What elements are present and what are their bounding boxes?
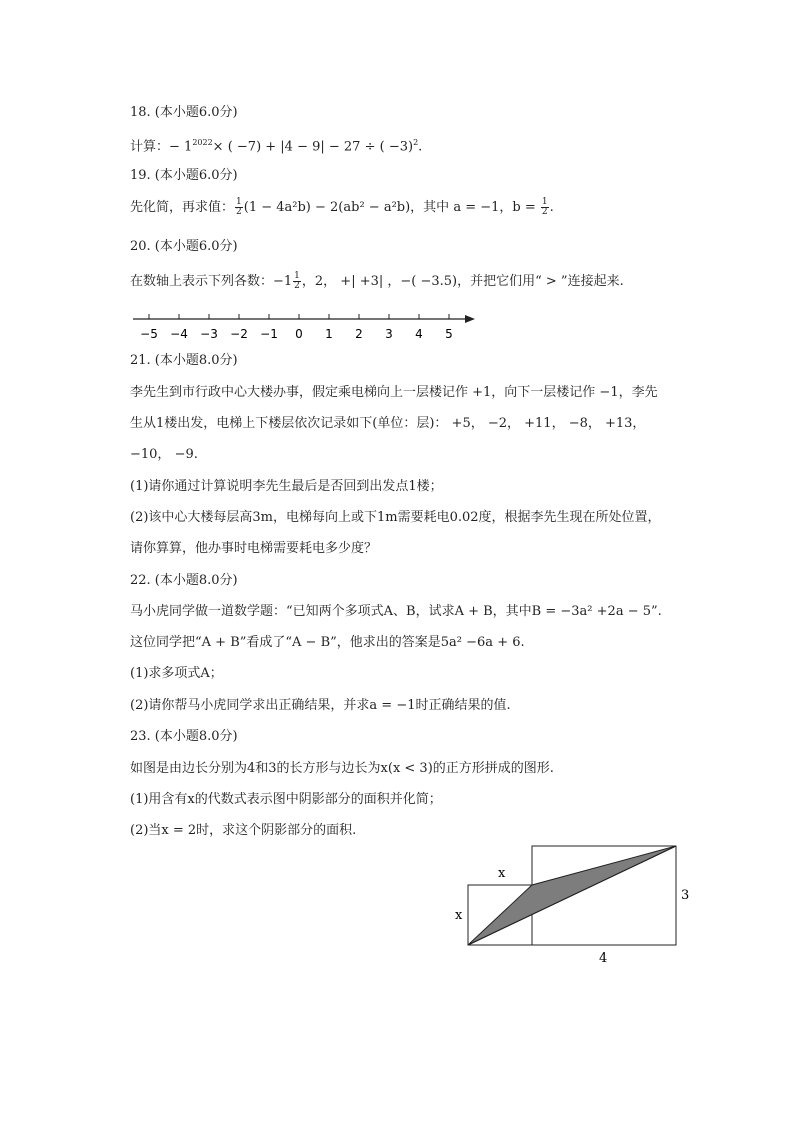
q23-part1: (1)用含有x的代数式表示图中阴影部分的面积并化简； — [130, 792, 442, 807]
number-line-label: 1 — [325, 327, 333, 341]
label-right-3: 3 — [681, 888, 690, 903]
q20-text-a: 在数轴上表示下列各数：−1 — [130, 274, 293, 289]
q18-heading: 18. (本小题6.0分) — [130, 105, 238, 120]
number-line — [125, 308, 485, 344]
q19-end: . — [549, 200, 554, 215]
q19-frac-denominator: 2 — [236, 207, 242, 217]
q21-line3: −10， −9. — [130, 447, 198, 462]
number-line-label: 4 — [415, 327, 423, 341]
number-line-label: −4 — [170, 327, 188, 341]
number-line-label: 0 — [295, 327, 303, 341]
q18-exponent-2: 2 — [413, 138, 419, 147]
number-line-label: 5 — [445, 327, 453, 341]
number-line-label: −3 — [200, 327, 218, 341]
number-line-label: −1 — [260, 327, 278, 341]
q19-expression: (1 − 4a²b) − 2(ab² − a²b)，其中 — [243, 200, 450, 215]
q18-exponent-1: 2022 — [192, 138, 213, 147]
q20-frac-denominator: 2 — [294, 281, 300, 291]
q20-heading: 20. (本小题6.0分) — [130, 239, 238, 254]
q22-line1: 马小虎同学做一道数学题：“已知两个多项式A、B，试求A + B，其中B = −3a² +2a − 5”. — [130, 604, 662, 619]
diagonal-line — [468, 846, 676, 945]
number-line-label: 3 — [385, 327, 393, 341]
q22-part1: (1)求多项式A； — [130, 666, 223, 681]
q21-line2: 生从1楼出发，电梯上下楼层依次记录如下(单位：层)： +5， −2， +11， −8， +13， — [130, 416, 646, 431]
number-line-label: −5 — [140, 327, 158, 341]
q19-frac2-denominator: 2 — [541, 207, 548, 217]
q19-frac-numerator: 1 — [236, 197, 242, 207]
q20-text-b: ，2， +| +3| ，−( −3.5)，并把它们用“ > ”连接起来. — [301, 274, 624, 289]
q19-fraction — [235, 198, 243, 217]
q21-part1: (1)请你通过计算说明李先生最后是否回到出发点1楼； — [130, 479, 443, 494]
number-line-arrow-icon — [465, 315, 475, 323]
q21-part2b: 请你算算，他办事时电梯需要耗电多少度？ — [130, 541, 378, 556]
q20-fraction — [293, 272, 301, 291]
q21-heading: 21. (本小题8.0分) — [130, 353, 238, 368]
q19-frac2-numerator: 1 — [541, 197, 548, 207]
number-line-labels — [140, 327, 453, 341]
q22-heading: 22. (本小题8.0分) — [130, 573, 238, 588]
q18-end: . — [418, 139, 423, 155]
q18-expr-b: × ( −7) + |4 − 9| − 27 ÷ ( −3) — [212, 139, 414, 155]
q23-figure — [450, 838, 700, 973]
label-bottom-4: 4 — [599, 951, 608, 966]
q18-problem — [130, 134, 422, 156]
q23-line1: 如图是由边长分别为4和3的长方形与边长为x(x < 3)的正方形拼成的图形. — [130, 761, 554, 776]
q23-part2: (2)当x = 2时，求这个阴影部分的面积. — [130, 823, 357, 838]
q21-line1: 李先生到市行政中心大楼办事，假定乘电梯向上一层楼记作 +1，向下一层楼记作 −1，李先 — [130, 385, 658, 400]
q20-frac-numerator: 1 — [294, 271, 300, 281]
q18-prefix: 计算： — [130, 139, 170, 155]
number-line-label: 2 — [355, 327, 363, 341]
q19-problem — [130, 198, 554, 217]
q21-part2a: (2)该中心大楼每层高3m，电梯每向上或下1m需要耗电0.02度，根据李先生现在所处位置， — [130, 510, 661, 525]
q23-heading: 23. (本小题8.0分) — [130, 729, 238, 744]
q19-heading: 19. (本小题6.0分) — [130, 168, 238, 183]
label-top-x: x — [498, 866, 506, 881]
label-left-x: x — [455, 908, 463, 923]
q22-part2: (2)请你帮马小虎同学求出正确结果，并求a = −1时正确结果的值. — [130, 698, 511, 713]
q18-expr-a: − 1 — [169, 139, 193, 155]
number-line-ticks — [149, 314, 449, 319]
q22-line2: 这位同学把“A + B”看成了“A − B”，他求出的答案是5a² −6a + 6. — [130, 635, 525, 650]
q20-problem — [130, 272, 624, 291]
number-line-label: −2 — [230, 327, 248, 341]
q19-prefix: 先化简，再求值： — [130, 200, 235, 215]
q19-fraction-2 — [541, 198, 549, 217]
q19-condition: a = −1，b = — [453, 200, 536, 215]
